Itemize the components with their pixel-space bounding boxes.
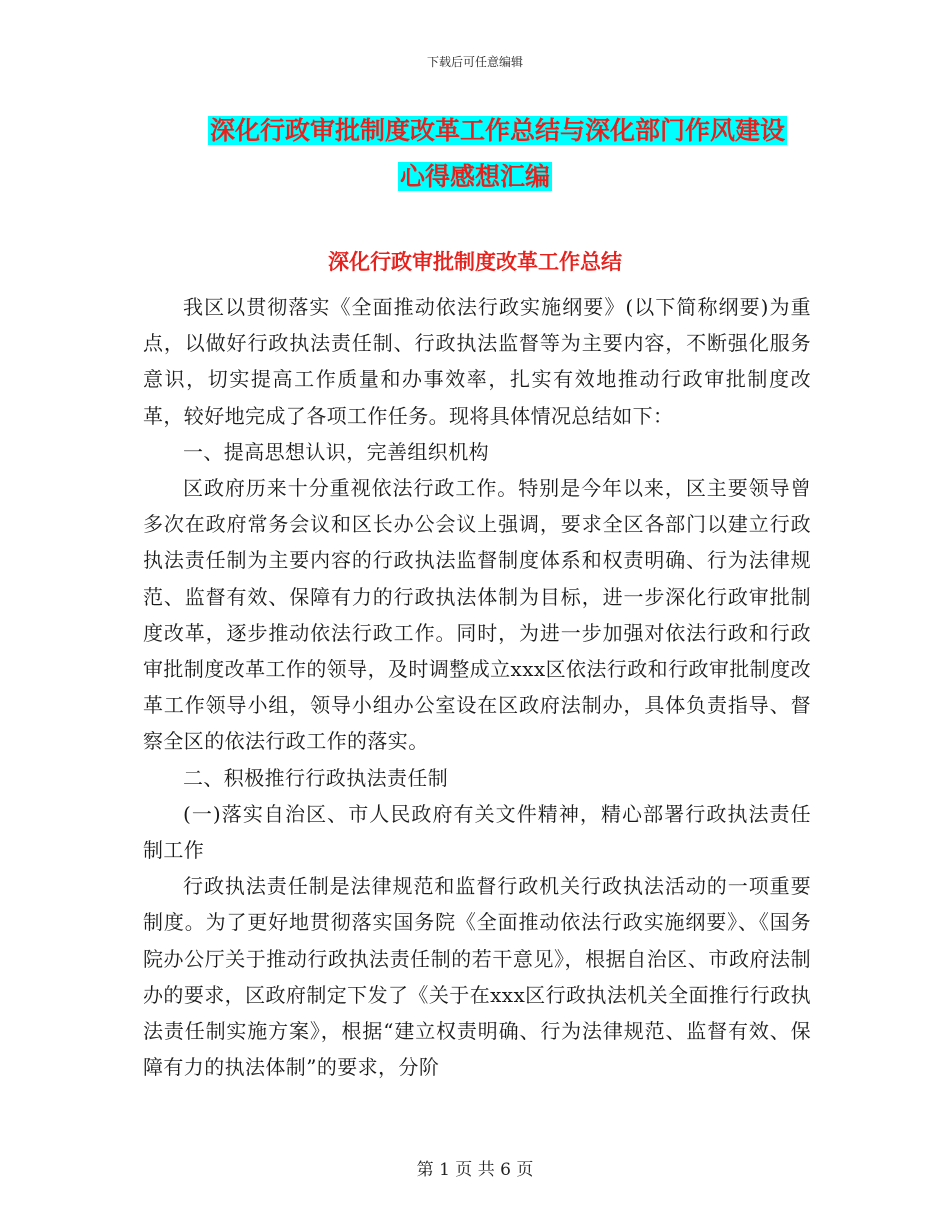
subheading-part-two-1: (一)落实自治区、市人民政府有关文件精神，精心部署行政执法责任制工作 [143,801,811,863]
heading-part-two: 二、积极推行行政执法责任制 [183,765,449,790]
document-title [0,108,950,200]
paragraph-intro: 我区以贯彻落实《全面推动依法行政实施纲要》(以下简称纲要)为重点，以做好行政执法责任制、行政执法监督等为主要内容，不断强化服务意识，切实提高工作质量和办事效率，扎实有效地推动行政审批制度改革，较好地完成了各项工作任务。现将具体情况总结如下： [143,295,811,428]
page-header-note: 下载后可任意编辑 [426,55,523,69]
section-title: 深化行政审批制度改革工作总结 [328,249,622,274]
document-body [143,289,811,1085]
paragraph-part-one: 区政府历来十分重视依法行政工作。特别是今年以来，区主要领导曾多次在政府常务会议和区长办公会议上强调，要求全区各部门以建立行政执法责任制为主要内容的行政执法监督制度体系和权责明确、行为法律规范、监督有效、保障有力的行政执法体制为目标，进一步深化行政审批制度改革，逐步推动依法行政工作。同时，为进一步加强对依法行政和行政审批制度改革工作的领导，及时调整成立xxx区依法行政和行政审批制度改革工作领导小组，领导小组办公室设在区政府法制办，具体负责指导、督察全区的依法行政工作的落实。 [143,476,811,754]
page-number-footer: 第 1 页 共 6 页 [416,1160,534,1180]
paragraph-part-two-1: 行政执法责任制是法律规范和监督行政机关行政执法活动的一项重要制度。为了更好地贯彻落实国务院《全面推动依法行政实施纲要》、《国务院办公厅关于推动行政执法责任制的若干意见》，根据自治区、市政府法制办的要求，区政府制定下发了《关于在xxx区行政执法机关全面推行行政执法责任制实施方案》，根据“建立权责明确、行为法律规范、监督有效、保障有力的执法体制”的要求，分阶 [143,874,811,1080]
document-title-line-2: 心得感想汇编 [399,162,550,191]
heading-part-one: 一、提高思想认识，完善组织机构 [183,439,489,464]
document-title-line-1: 深化行政审批制度改革工作总结与深化部门作风建设 [209,116,785,145]
